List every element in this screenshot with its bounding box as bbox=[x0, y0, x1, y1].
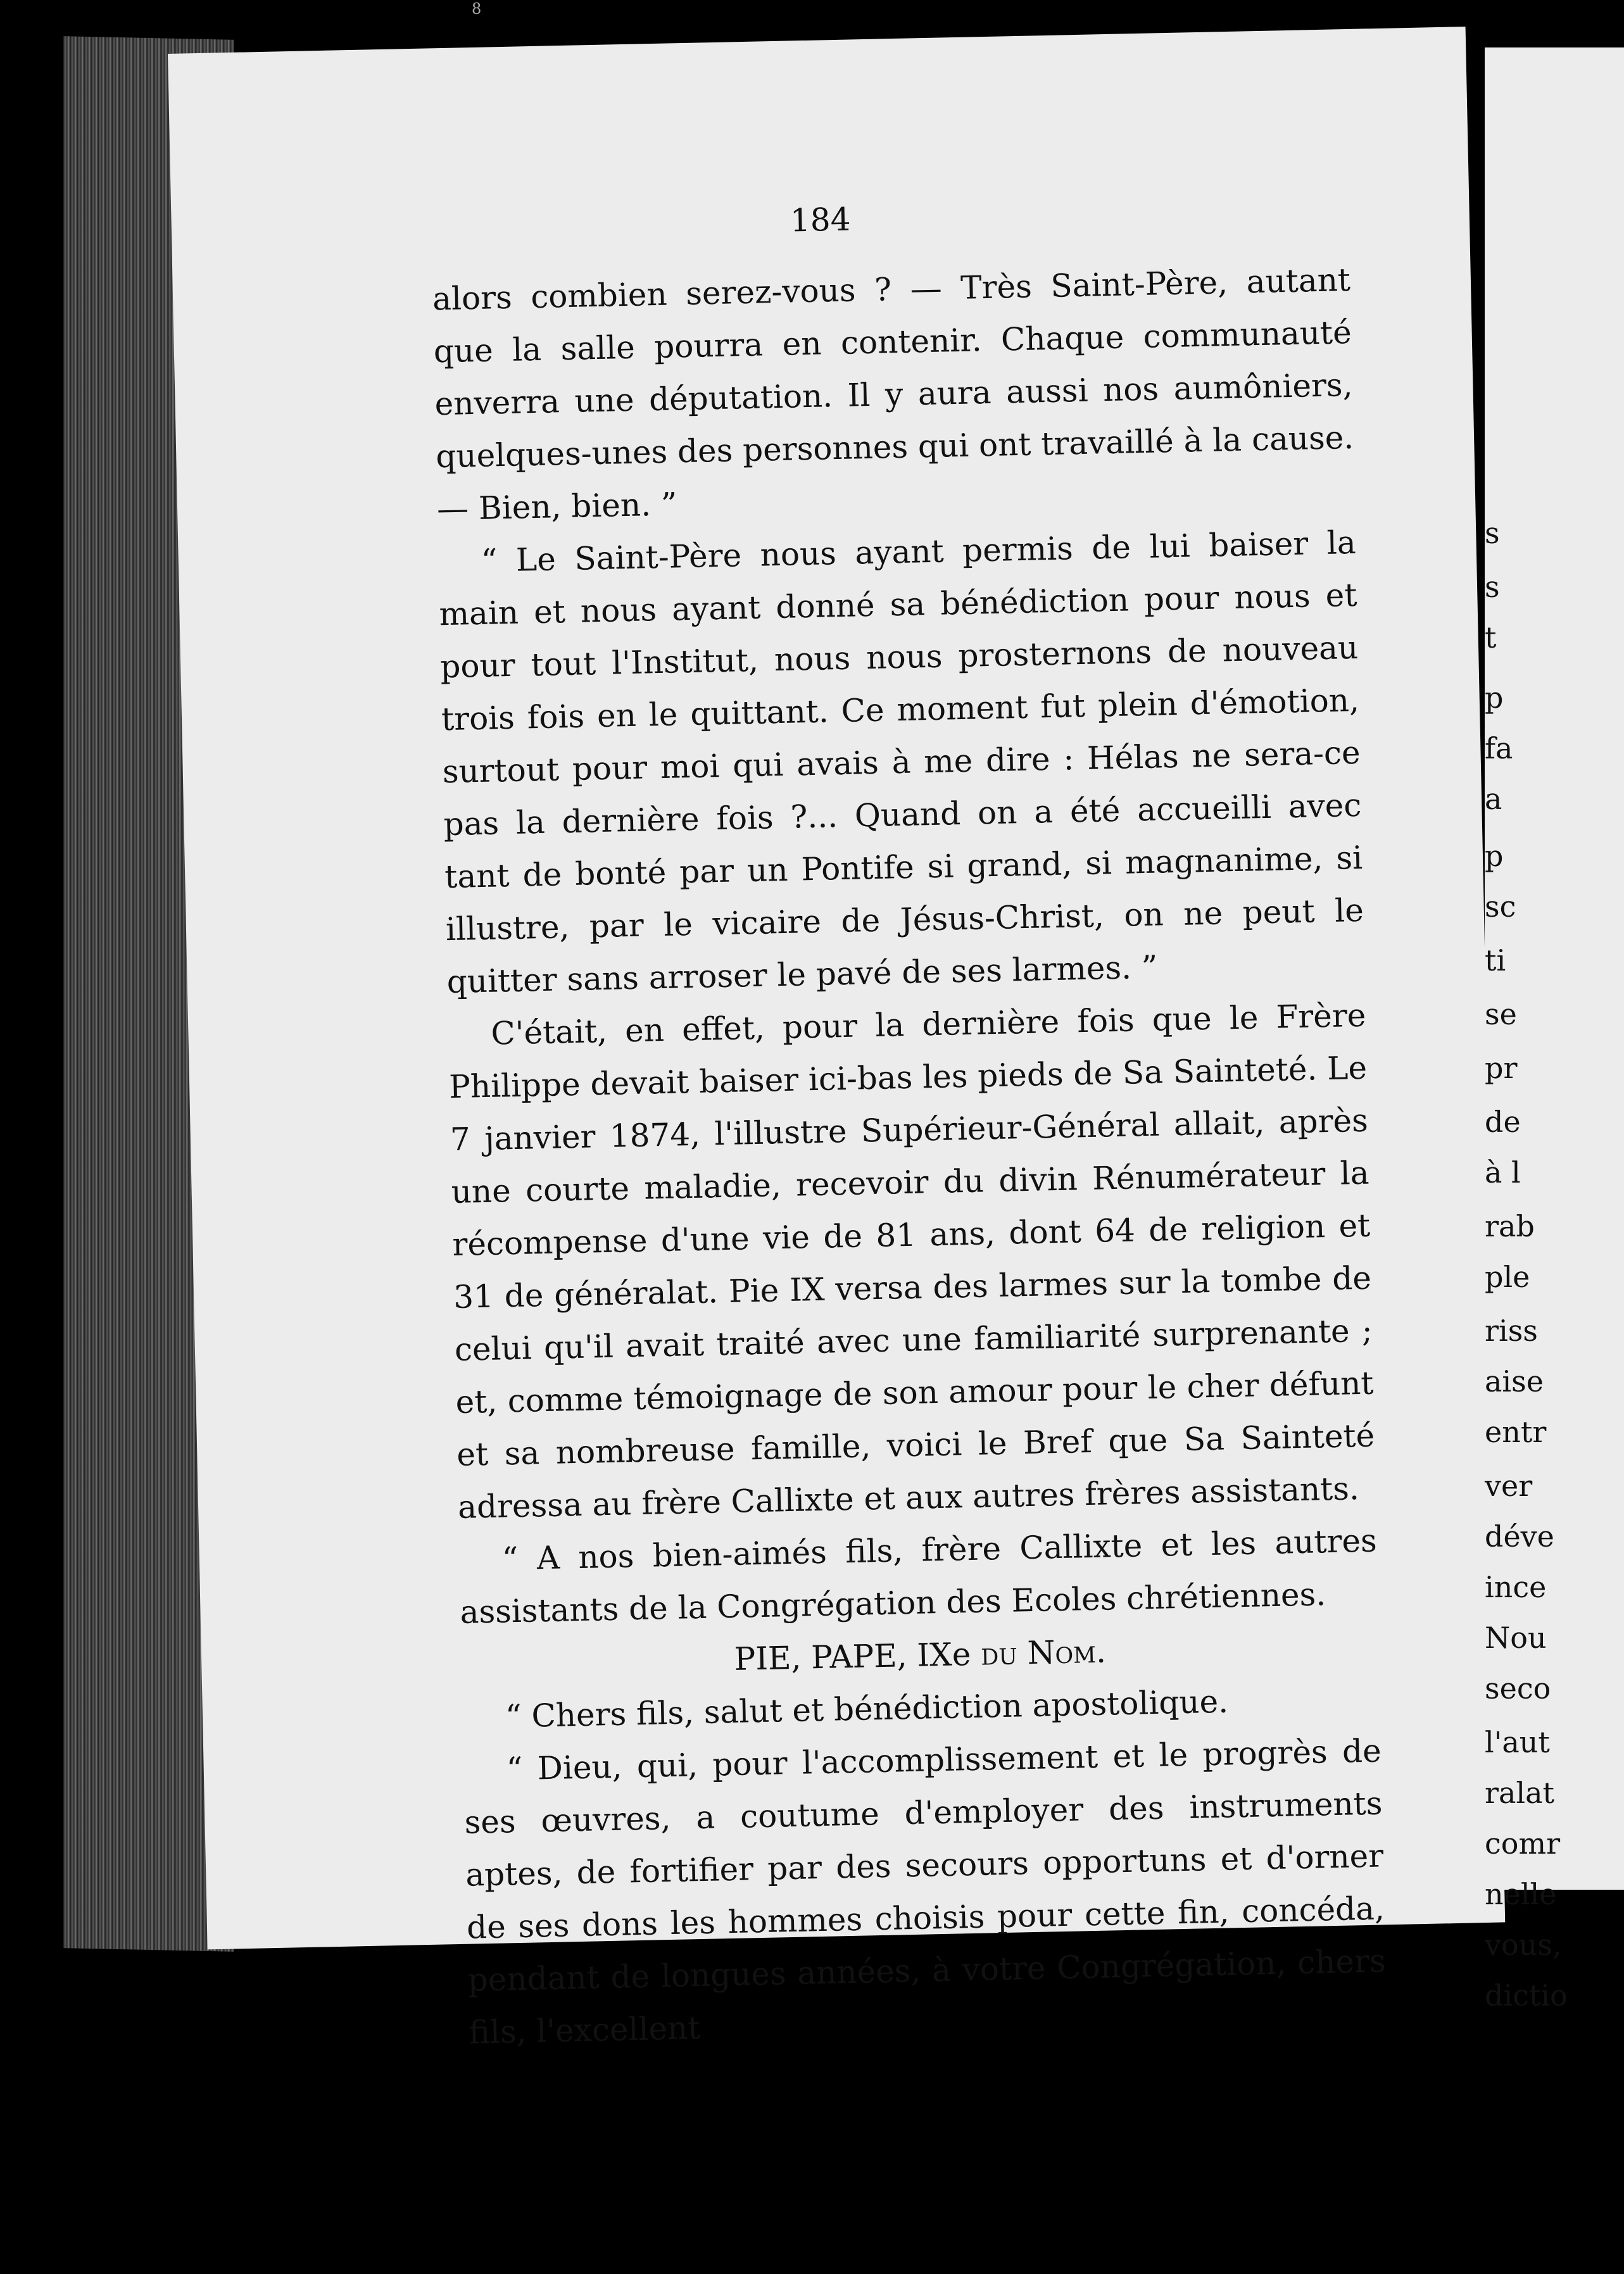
fragment-line: aise bbox=[1485, 1364, 1544, 1398]
left-page bbox=[168, 27, 1505, 2051]
brief-heading-main: PIE, PAPE, IXe bbox=[734, 1635, 981, 1678]
paragraph: alors combien serez-vous ? — Très Saint-Père, autant que la salle pourra en contenir. Chaque communauté enverra une députation. Il y aura aussi nos aumôniers, quelques-unes des personnes qui ont travaillé à la cause. — Bien, bien. ” bbox=[432, 261, 1354, 528]
fragment-line: nelle bbox=[1485, 1877, 1557, 1911]
fragment-line: comr bbox=[1485, 1826, 1561, 1861]
top-mark: 8 bbox=[472, 0, 482, 18]
fragment-line: a bbox=[1485, 782, 1502, 816]
fragment-line: s bbox=[1485, 516, 1500, 550]
fragment-line: s bbox=[1485, 570, 1500, 604]
fragment-line: riss bbox=[1485, 1314, 1538, 1348]
fragment-line: Nou bbox=[1485, 1621, 1547, 1655]
fragment-line: ti bbox=[1485, 943, 1506, 977]
fragment-line: entr bbox=[1485, 1415, 1547, 1449]
paragraph: “ A nos bien-aimés fils, frère Callixte et les autres assistants de la Congrégation des Ecoles chrétiennes. bbox=[460, 1522, 1378, 1631]
fragment-line: dictio bbox=[1485, 1978, 1568, 2013]
fragment-line: sc bbox=[1485, 889, 1516, 924]
fragment-line: vous, bbox=[1485, 1928, 1562, 1962]
right-page-fragment bbox=[1485, 47, 1624, 2013]
fragment-line: p bbox=[1485, 839, 1504, 873]
fragment-line: seco bbox=[1485, 1671, 1551, 1706]
fragment-line: de bbox=[1485, 1105, 1521, 1139]
fragment-line: ralat bbox=[1485, 1776, 1555, 1810]
paragraph: “ Le Saint-Père nous ayant permis de lui baiser la main et nous ayant donné sa bénédiction pour nous et pour tout l'Institut, nous nous prosternons de nouveau trois fois en le quittant. Ce moment fut plein d'émotion, surtout pour moi qui avais à me dire : Hélas ne sera-ce pas la dernière fois ?... Quand on a été accueilli avec tant de bonté par un Pontife si grand, si magnanime, si illustre, par le vicaire de Jésus-Christ, on ne peut le quitter sans arroser le pavé de ses larmes. ” bbox=[439, 524, 1364, 1001]
fragment-line: ple bbox=[1485, 1260, 1530, 1294]
fragment-line: l'aut bbox=[1485, 1725, 1550, 1759]
fragment-line: déve bbox=[1485, 1519, 1554, 1554]
paragraph: “ Chers fils, salut et bénédiction apostolique. bbox=[505, 1683, 1229, 1735]
paragraph: “ Dieu, qui, pour l'accomplissement et le progrès de ses œuvres, a coutume d'employer des instruments aptes, de fortifier par des secours opportuns et d'orner de ses dons les hommes choisis pour cette fin, concéda, pendant de longues années, à votre Congrégation, chers fils, l'excellent bbox=[464, 1732, 1387, 2051]
fragment-line: ver bbox=[1485, 1469, 1533, 1503]
fragment-line: ince bbox=[1485, 1570, 1547, 1604]
fragment-line: rab bbox=[1485, 1209, 1535, 1243]
fragment-line: pr bbox=[1485, 1051, 1518, 1085]
page-body bbox=[432, 254, 1387, 2059]
fragment-line: t bbox=[1485, 620, 1497, 655]
fragment-line: à l bbox=[1485, 1155, 1521, 1190]
brief-heading-smallcaps: du Nom. bbox=[980, 1633, 1107, 1673]
page-number: 184 bbox=[790, 201, 852, 239]
fragment-line: se bbox=[1485, 997, 1517, 1031]
fragment-line: p bbox=[1485, 681, 1504, 715]
fragment-line: fa bbox=[1485, 731, 1513, 765]
paragraph: C'était, en effet, pour la dernière fois que le Frère Philippe devait baiser ici-bas les pieds de Sa Sainteté. Le 7 janvier 1874, l'illustre Supérieur-Général allait, après une courte maladie, recevoir du divin Rénumérateur la récompense d'une vie de 81 ans, dont 64 de religion et 31 de généralat. Pie IX versa des larmes sur la tombe de celui qu'il avait traité avec une familiarité surprenante ; et, comme témoignage de son amour pour le cher défunt et sa nombreuse famille, voici le Bref que Sa Sainteté adressa au frère Callixte et aux autres frères assistants. bbox=[448, 996, 1375, 1526]
